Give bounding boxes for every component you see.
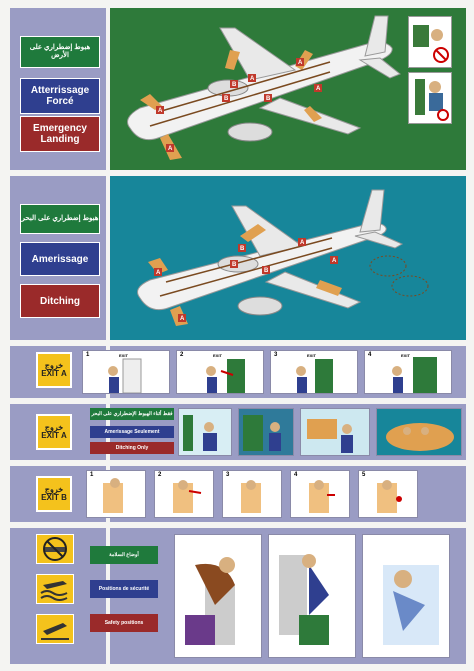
landing-label-french: Atterrissage Forcé [20,78,100,114]
exit-sign: EXIT [119,353,128,358]
step-number: 4 [368,352,372,358]
ditching-label-arabic: هبوط إضطراري على البحر [20,204,100,234]
ditching-label-french: Amerissage [20,242,100,276]
ditching-step-door [238,408,294,456]
svg-text:B: B [232,262,237,268]
svg-text:A: A [300,240,305,246]
exit-b-step-1 [86,470,146,518]
exit-a-step-1 [82,350,170,394]
exit-sign: EXIT [213,353,222,358]
ditching-step-raft [178,408,232,456]
svg-text:A: A [316,86,321,92]
landing-label-english: Emergency Landing [20,116,100,152]
exit-a-step-4 [364,350,452,394]
exit-a-step-2 [176,350,264,394]
svg-text:A: A [158,108,163,114]
ditching-sidebar [10,176,106,340]
exit-a-badge-arabic: خروج [44,360,64,370]
exit-a-row2-panel [91,404,466,460]
exit-b-step-2 [154,470,214,518]
svg-text:A: A [250,76,255,82]
exit-a-badge-label: EXIT A [41,431,67,440]
ditching-step-raft-water [376,408,462,456]
exit-b-badge-arabic: خروج [44,484,64,494]
svg-text:B: B [264,268,269,274]
landing-label-arabic: هبوط إضطراري على الأرض [20,36,100,68]
safety-label-english: Safety positions [90,614,158,632]
exit-a-badge [36,352,72,388]
svg-text:B: B [240,246,245,252]
svg-text:A: A [156,270,161,276]
step-number: 3 [274,352,278,358]
ditching-aircraft-diagram [110,176,466,340]
landing-diagram-panel [110,8,466,170]
exit-a-badge-label: EXIT A [41,369,67,378]
exit-a-step-3 [270,350,358,394]
safety-panel [98,528,466,664]
exit-sign: EXIT [307,353,316,358]
ditching-icon [36,574,74,604]
ditching-only-arabic: فقط أثناء الهبوط الإضطراري على البحر [90,408,174,420]
step-number: 2 [158,472,162,478]
exit-b-badge [36,476,72,512]
step-number: 1 [90,472,94,478]
exit-a-row1-panel [86,346,466,398]
ditching-step-deploy [300,408,370,456]
landing-sidebar [10,8,106,170]
exit-b-panel [90,466,466,522]
exit-b-badge-label: EXIT B [41,493,67,502]
step-number: 2 [180,352,184,358]
svg-text:B: B [232,82,237,88]
ditching-diagram-panel [110,176,466,340]
safety-position-3 [362,534,450,658]
ditching-only-french: Amerissage Seulement [90,426,174,438]
no-smoking-icon [36,534,74,564]
safety-position-1 [174,534,262,658]
safety-position-2 [268,534,356,658]
exit-b-step-4 [290,470,350,518]
step-number: 5 [362,472,366,478]
ditching-label-english: Ditching [20,284,100,318]
svg-text:B: B [266,96,271,102]
safety-label-arabic: أوضاع السلامة [90,546,158,564]
step-number: 1 [86,352,90,358]
exit-a-badge-2 [36,414,72,450]
ditching-only-english: Ditching Only [90,442,174,454]
step-number: 4 [294,472,298,478]
exit-a-badge-arabic: خروج [44,422,64,432]
svg-text:A: A [180,316,185,322]
svg-text:B: B [224,96,229,102]
exit-sign: EXIT [401,353,410,358]
brace-warning-icon [408,16,452,68]
svg-text:A: A [298,60,303,66]
svg-text:A: A [332,258,337,264]
svg-text:A: A [168,146,173,152]
safety-label-french: Positions de sécurité [90,580,158,598]
step-number: 3 [226,472,230,478]
exit-b-step-3 [222,470,282,518]
evacuate-icon [408,72,452,124]
landing-icon [36,614,74,644]
exit-b-step-5 [358,470,418,518]
